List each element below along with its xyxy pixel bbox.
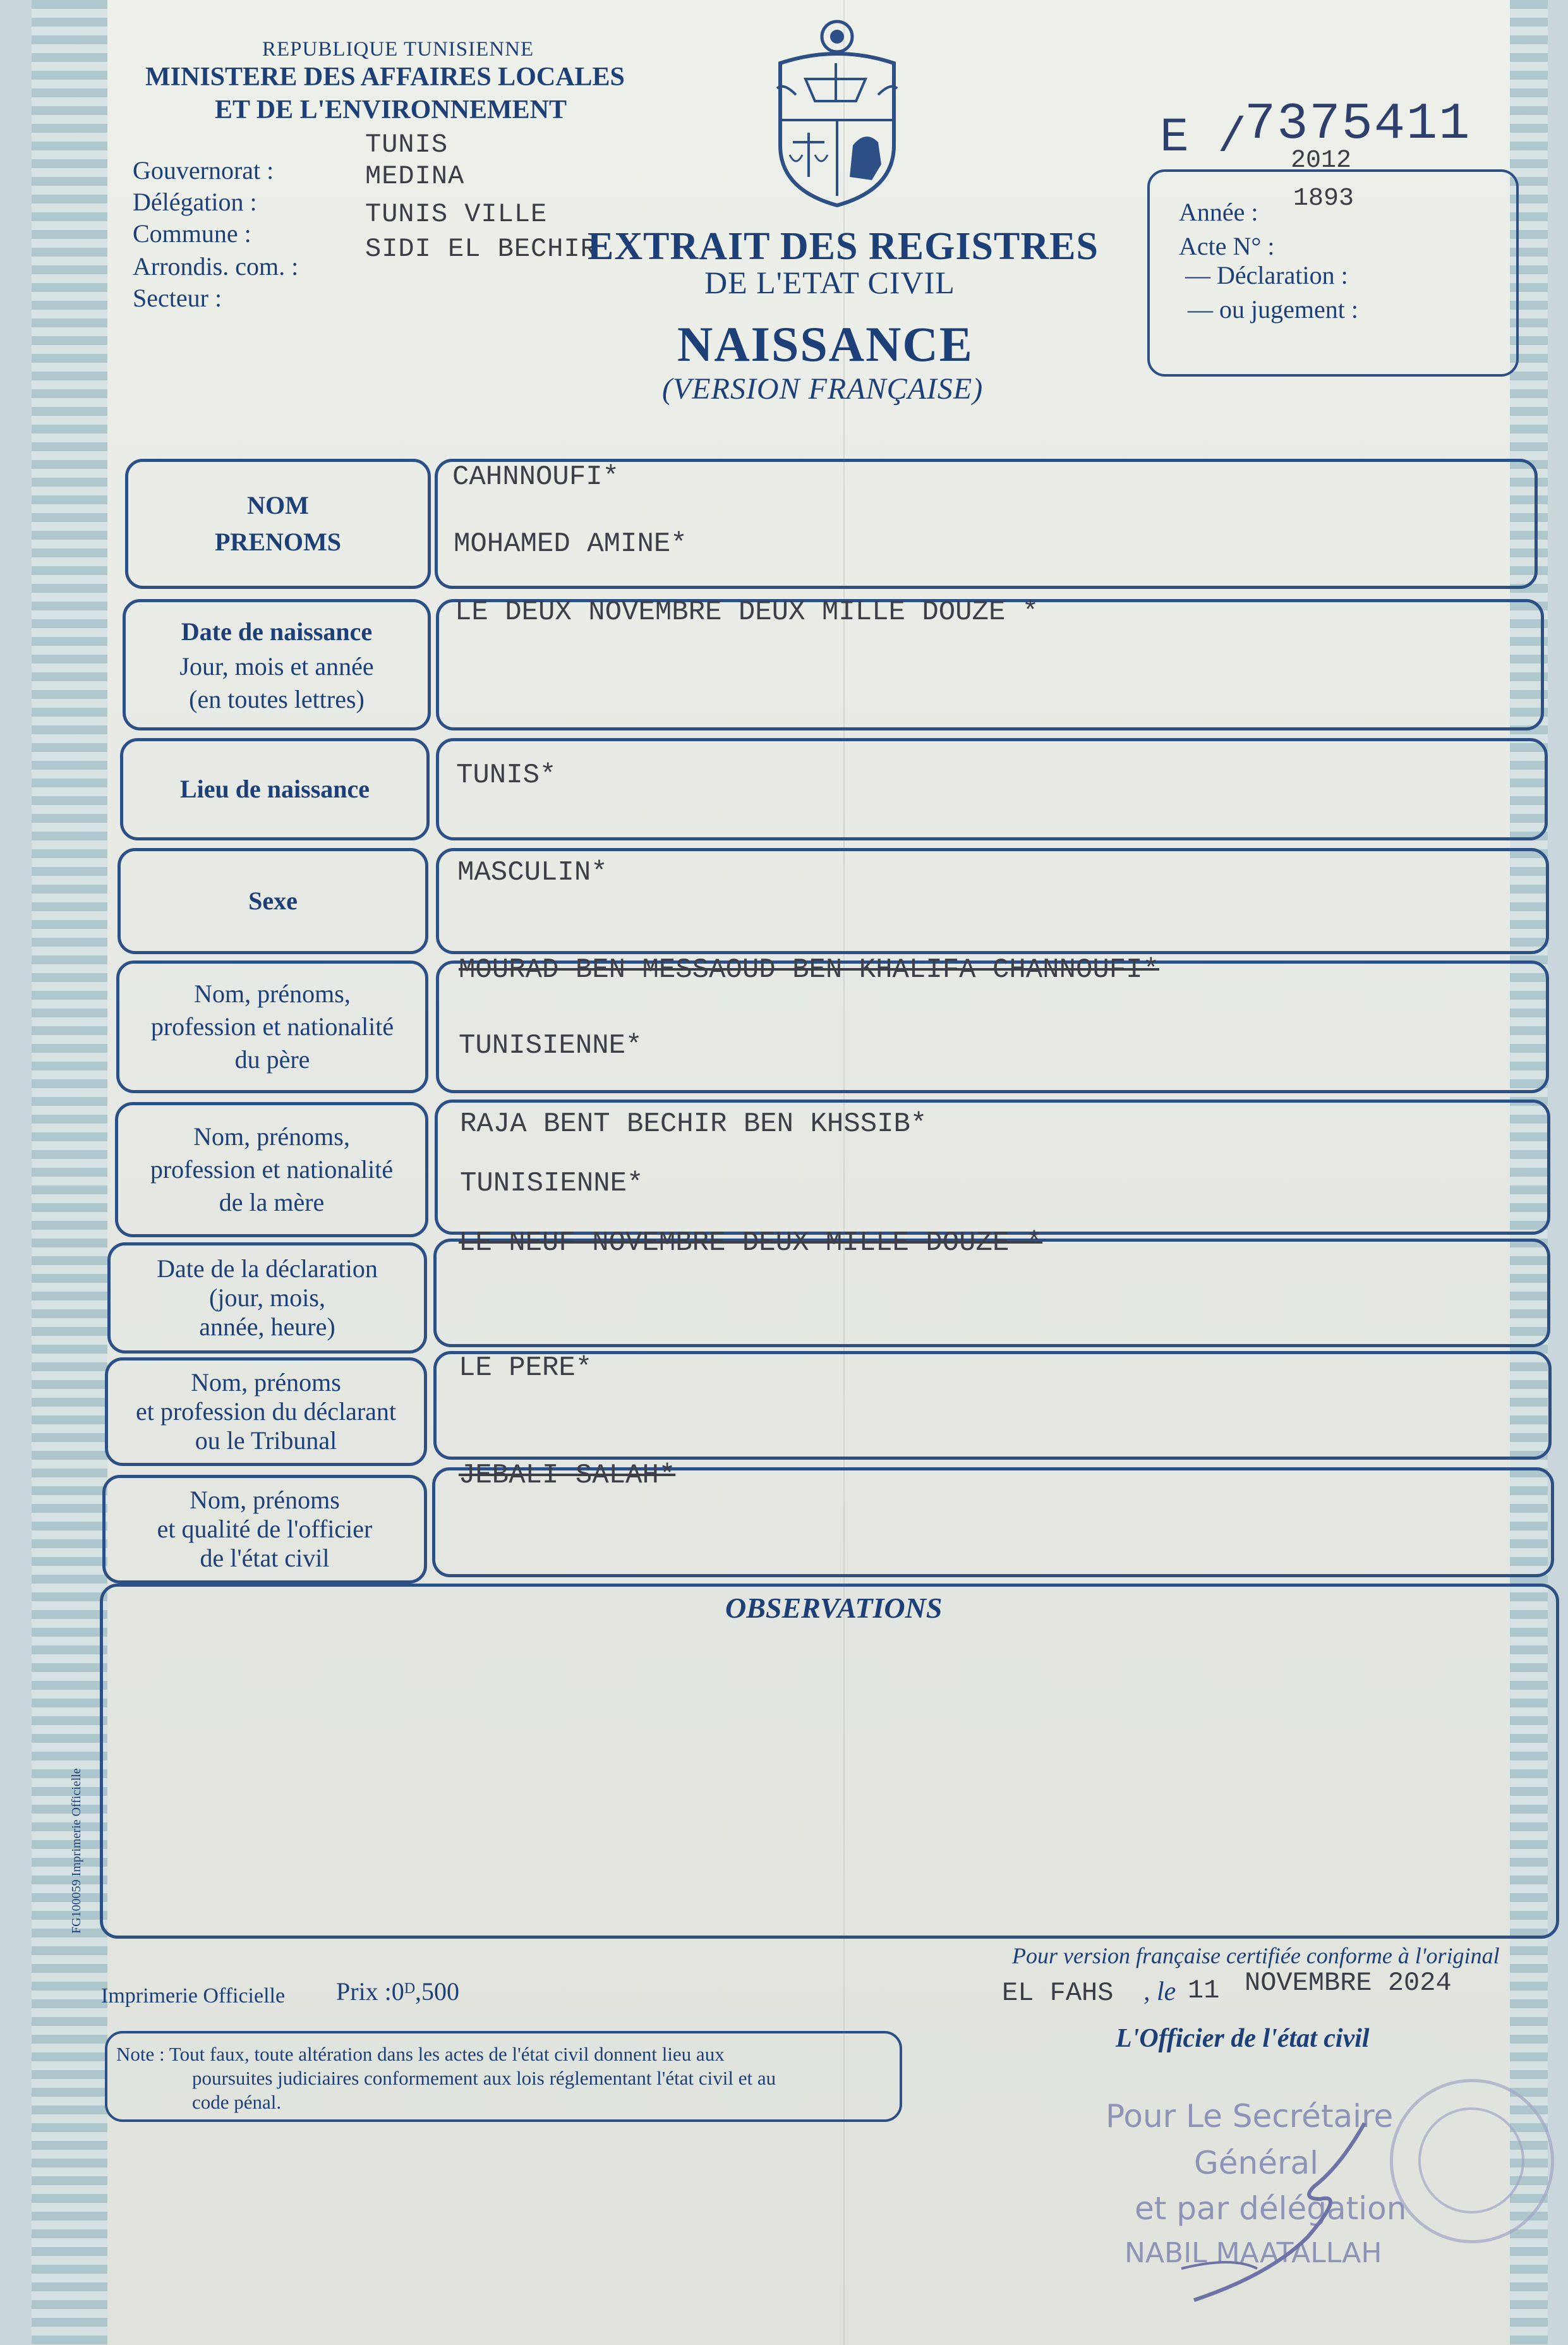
printer-label: Imprimerie Officielle	[101, 1984, 286, 2008]
day-value: 11	[1188, 1975, 1220, 2006]
delegation-value: MEDINA	[365, 161, 465, 191]
arrondissement-label: Arrondis. com. :	[133, 252, 299, 281]
title-extrait: EXTRAIT DES REGISTRES	[588, 225, 1099, 268]
secteur-label: Secteur :	[133, 284, 222, 312]
date-declaration-value: LE NEUF NOVEMBRE DEUX MILLE DOUZE *	[459, 1227, 1043, 1259]
label-officier: Nom, prénoms et qualité de l'officier de l'état civil	[102, 1475, 427, 1584]
note-line-3: code pénal.	[192, 2091, 282, 2113]
officier-value: JEBALI SALAH*	[459, 1460, 676, 1491]
label-declarant: Nom, prénoms et profession du déclarant ou le Tribunal	[105, 1357, 427, 1466]
coat-of-arms-icon	[771, 19, 903, 209]
annee-value: 2012	[1291, 147, 1352, 175]
acte-value: 1893	[1293, 185, 1354, 213]
observations-title: OBSERVATIONS	[725, 1592, 943, 1624]
mere-nationalite-value: TUNISIENNE*	[460, 1168, 644, 1199]
side-print: FG100059 Imprimerie Officielle	[69, 1768, 83, 1934]
ministry-heading-2: ET DE L'ENVIRONNEMENT	[215, 95, 567, 124]
title-naissance: NAISSANCE	[677, 317, 974, 372]
label-date-naissance: Date de naissance Jour, mois et année (en toutes lettres)	[123, 599, 431, 730]
serial-number: 7375411	[1245, 95, 1471, 154]
stamp-line-3: et par délégation	[1135, 2190, 1407, 2227]
value-declarant	[433, 1351, 1552, 1460]
date-prefix: , le	[1143, 1977, 1176, 2006]
stamp-line-2: Général	[1194, 2145, 1319, 2181]
sexe-value: MASCULIN*	[457, 857, 608, 888]
certified-text: Pour version française certifiée conforme à l'original	[1012, 1943, 1500, 1968]
prenoms-value: MOHAMED AMINE*	[454, 528, 687, 560]
note-line-2: poursuites judiciaires conformement aux lois réglementant l'état civil et au	[192, 2067, 776, 2089]
observations-box	[100, 1584, 1559, 1939]
stamp-line-4: NABIL MAATALLAH	[1125, 2237, 1382, 2269]
republic-heading: REPUBLIQUE TUNISIENNE	[262, 38, 534, 61]
commune-value: TUNIS VILLE	[365, 199, 548, 229]
month-year-value: NOVEMBRE 2024	[1245, 1968, 1452, 1998]
annee-label: Année :	[1179, 198, 1258, 226]
label-date-declaration: Date de la déclaration (jour, mois, année, heure)	[107, 1242, 427, 1354]
declarant-value: LE PERE*	[459, 1352, 593, 1384]
mere-name-value: RAJA BENT BECHIR BEN KHSSIB*	[460, 1108, 927, 1140]
place-value: EL FAHS	[1002, 1978, 1114, 2008]
delegation-label: Délégation :	[133, 188, 257, 216]
commune-label: Commune :	[133, 219, 251, 248]
official-seal-icon	[1390, 2079, 1554, 2243]
serial-prefix: E /	[1160, 111, 1246, 165]
label-pere: Nom, prénoms, profession et nationalité du père	[116, 960, 428, 1093]
document-sheet	[32, 0, 1548, 2345]
label-mere: Nom, prénoms, profession et nationalité de la mère	[115, 1102, 428, 1237]
label-sexe: Sexe	[118, 848, 428, 954]
price-label: Prix :0ᴰ,500	[336, 1977, 459, 2006]
officer-title: L'Officier de l'état civil	[1116, 2024, 1370, 2053]
label-lieu-naissance: Lieu de naissance	[120, 738, 430, 840]
gouvernorat-value: TUNIS	[365, 130, 449, 160]
signature-icon	[1156, 2111, 1421, 2313]
pere-nationalite-value: TUNISIENNE*	[459, 1030, 642, 1062]
jugement-label: — ou jugement :	[1188, 295, 1358, 324]
ministry-heading-1: MINISTERE DES AFFAIRES LOCALES	[145, 63, 625, 92]
declaration-label: — Déclaration :	[1185, 261, 1348, 289]
date-naissance-value: LE DEUX NOVEMBRE DEUX MILLE DOUZE *	[455, 597, 1039, 628]
label-nom-prenoms: NOM PRENOMS	[125, 459, 431, 589]
lieu-naissance-value: TUNIS*	[456, 760, 557, 791]
title-etat-civil: DE L'ETAT CIVIL	[704, 265, 955, 300]
pere-name-value: MOURAD BEN MESSAOUD BEN KHALIFA CHANNOUFI*	[459, 954, 1159, 986]
note-line-1: Note : Tout faux, toute altération dans les actes de l'état civil donnent lieu aux	[116, 2043, 725, 2065]
title-version: (VERSION FRANÇAISE)	[662, 372, 984, 406]
acte-label: Acte N° :	[1179, 232, 1275, 260]
gouvernorat-label: Gouvernorat :	[133, 156, 274, 185]
nom-value: CAHNNOUFI*	[452, 461, 620, 493]
value-lieu-naissance	[436, 738, 1548, 840]
arrondissement-value: SIDI EL BECHIR	[365, 234, 597, 264]
decorative-border-left	[32, 0, 107, 2345]
stamp-line-1: Pour Le Secrétaire	[1106, 2098, 1394, 2135]
